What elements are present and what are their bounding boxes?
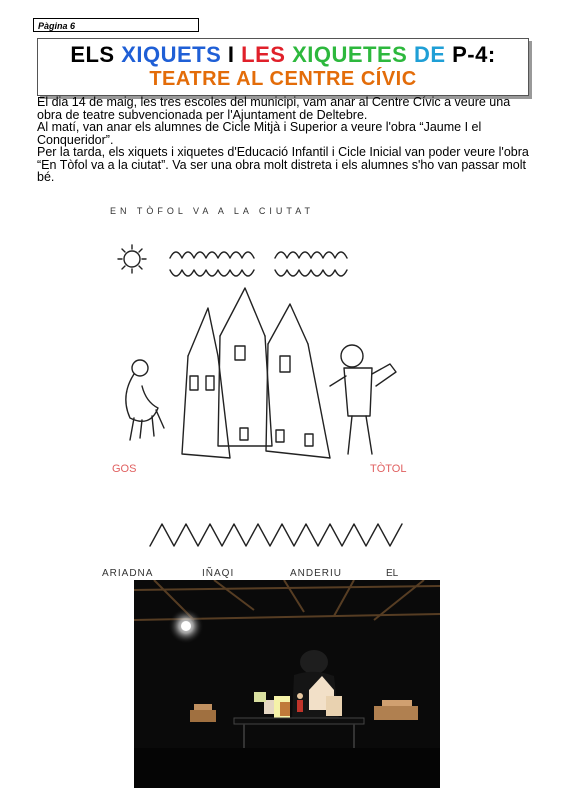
page-number-label: Pàgina 6 [33,18,199,32]
title-word-0: ELS [70,42,122,67]
paragraph-3: Per la tarda, els xiquets i xiquetes d'Educació Infantil i Cicle Inicial van poder veure l'obra “En Tòfol va a la ciutat”. Va ser una obra molt distreta i els alumnes s'ho van passar molt bé. [37,145,529,184]
title-word-6 [407,42,414,67]
title-word-3: LES [241,42,286,67]
title-word-8: P-4: [445,42,496,67]
title-main [38,42,528,68]
paragraph-1: El dia 14 de maig, les tres escoles del municipi, vam anar al Centre Cívic a veure una obra de teatre subvencionada per l'Ajuntament de Deltebre. [37,95,511,122]
drawing-top-text: EN TÒFOL VA A LA CIUTAT [110,206,315,216]
drawing-label-person: TÒTOL [370,463,407,475]
paragraph-2: Al matí, van anar els alumnes de Cicle Mitjà i Superior a veure l'obra “Jaume I el Conqueridor”. [37,120,482,147]
article-body [37,96,537,184]
drawing-name-4: EL [386,568,399,579]
child-drawing [90,196,456,580]
drawing-name-1: ARIADNA [102,568,154,579]
theatre-photo [134,580,440,788]
drawing-label-dog: GOS [112,463,137,475]
drawing-name-3: ANDERIU [290,568,343,579]
drawing-name-2: IÑAQI [202,568,235,579]
title-word-1: XIQUETS [121,42,222,67]
theatre-photo-illustration [134,580,440,788]
title-subtitle: TEATRE AL CENTRE CÍVIC [149,68,417,90]
title-word-5: XIQUETES [292,42,408,67]
drawing-illustration [90,196,456,580]
title-word-7: DE [413,42,446,67]
title-box [37,38,529,96]
title-word-2: I [221,42,242,67]
